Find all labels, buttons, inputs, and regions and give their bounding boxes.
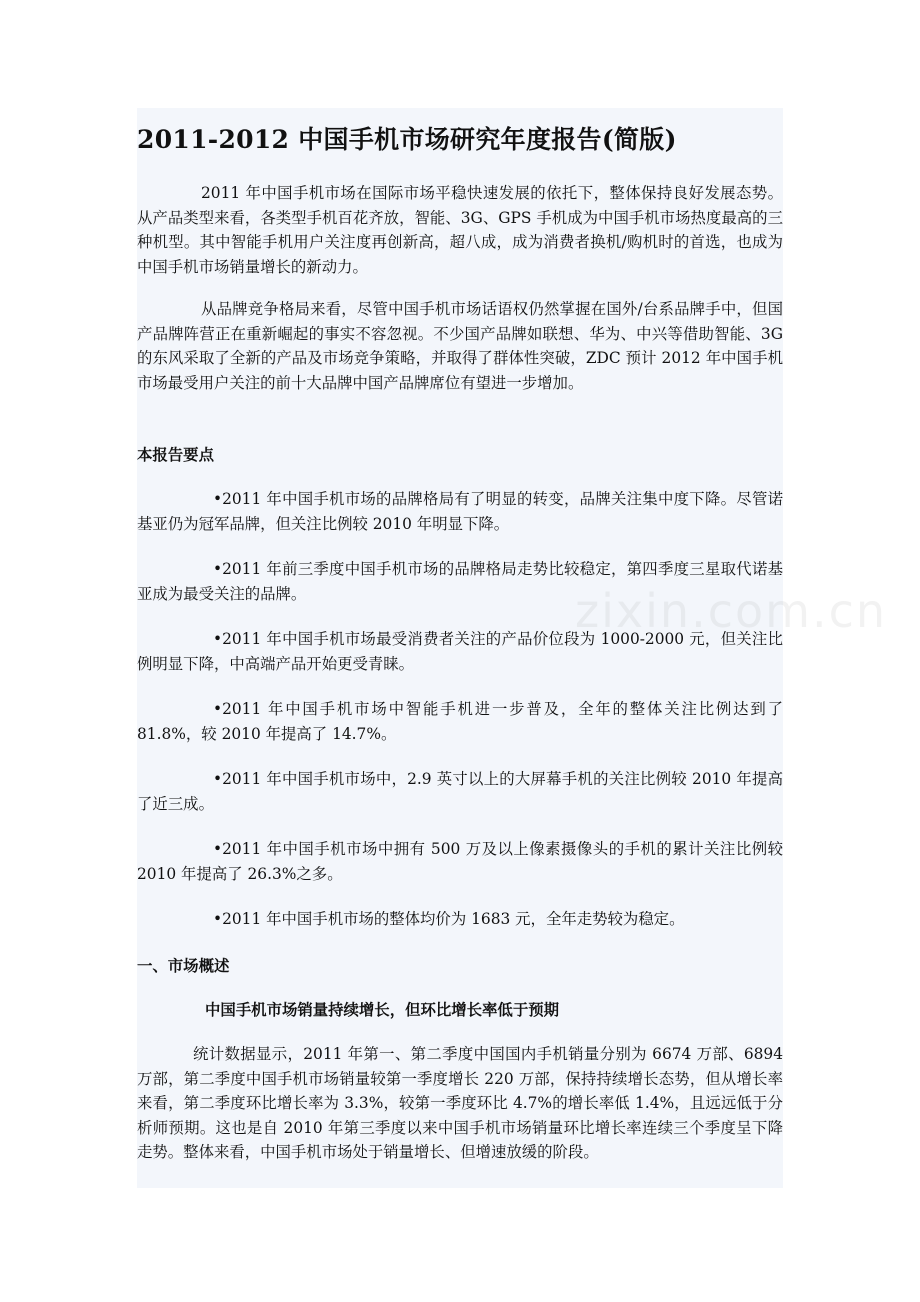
section-paragraph: 统计数据显示，2011 年第一、第二季度中国国内手机销量分别为 6674 万部、6894 万部，第二季度中国手机市场销量较第一季度增长 220 万部，保持持续增长态势，但从增长率来看，第二季度环比增长率为 3.3%，较第一季度环比 4.7%的增长率低 1.4%，且远远低于分析师预期。这也是自 2010 年第三季度以来中国手机市场销量环比增长率连续三个季度呈下降走势。整体来看，中国手机市场处于销量增长、但增速放缓的阶段。 [137, 1045, 783, 1161]
highlight-item: •2011 年中国手机市场中智能手机进一步普及，全年的整体关注比例达到了 81.8%，较 2010 年提高了 14.7%。 [137, 700, 783, 743]
highlight-item: •2011 年中国手机市场最受消费者关注的产品价位段为 1000-2000 元，但关注比例明显下降，中高端产品开始更受青睐。 [137, 630, 783, 673]
highlight-item: •2011 年中国手机市场中，2.9 英寸以上的大屏幕手机的关注比例较 2010 年提高了近三成。 [137, 770, 783, 813]
section-subheading: 中国手机市场销量持续增长，但环比增长率低于预期 [205, 1001, 559, 1019]
highlight-item: •2011 年中国手机市场的品牌格局有了明显的转变，品牌关注集中度下降。尽管诺基亚仍为冠军品牌，但关注比例较 2010 年明显下降。 [137, 490, 783, 533]
highlights-heading: 本报告要点 [137, 446, 214, 464]
intro-paragraph-1: 2011 年中国手机市场在国际市场平稳快速发展的依托下，整体保持良好发展态势。从产品类型来看，各类型手机百花齐放，智能、3G、GPS 手机成为中国手机市场热度最高的三种机型。其中智能手机用户关注度再创新高，超八成，成为消费者换机/购机时的首选，也成为中国手机市场销量增长的新动力。 [137, 184, 783, 276]
highlight-item: •2011 年中国手机市场中拥有 500 万及以上像素摄像头的手机的累计关注比例较 2010 年提高了 26.3%之多。 [137, 840, 783, 883]
highlight-item: •2011 年前三季度中国手机市场的品牌格局走势比较稳定，第四季度三星取代诺基亚成为最受关注的品牌。 [137, 560, 783, 603]
document-page [137, 108, 783, 1188]
section-heading: 一、市场概述 [137, 957, 230, 975]
highlight-item: •2011 年中国手机市场的整体均价为 1683 元，全年走势较为稳定。 [213, 910, 685, 928]
document-title: 2011-2012 中国手机市场研究年度报告(简版) [137, 125, 677, 154]
intro-paragraph-2: 从品牌竞争格局来看，尽管中国手机市场话语权仍然掌握在国外/台系品牌手中，但国产品牌阵营正在重新崛起的事实不容忽视。不少国产品牌如联想、华为、中兴等借助智能、3G 的东风采取了全新的产品及市场竞争策略，并取得了群体性突破，ZDC 预计 2012 年中国手机市场最受用户关注的前十大品牌中国产品牌席位有望进一步增加。 [137, 300, 783, 392]
watermark: zixin.com.cn [575, 584, 888, 638]
